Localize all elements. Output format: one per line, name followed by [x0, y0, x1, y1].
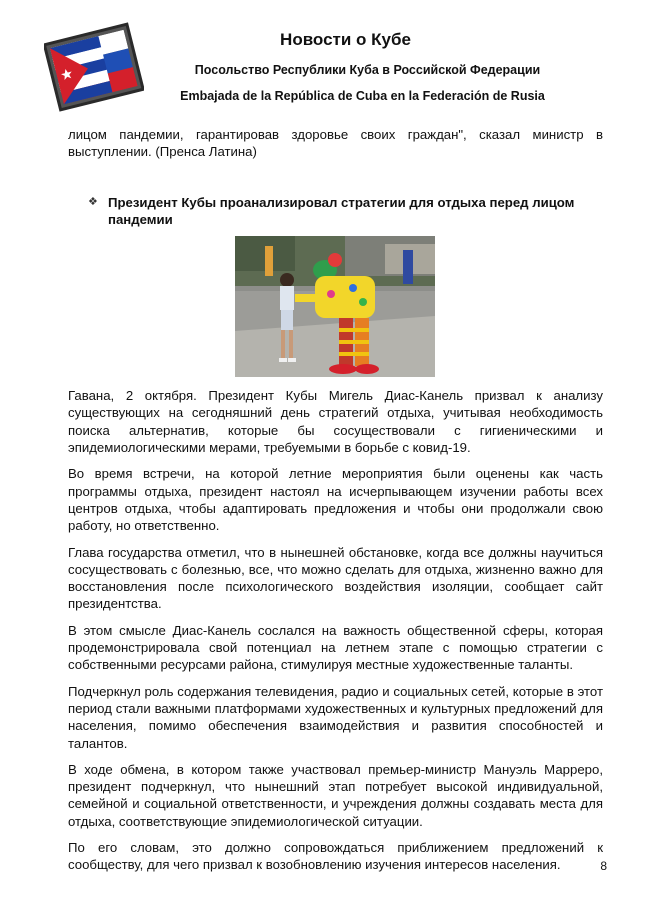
- article-paragraph: Глава государства отметил, что в нынешней обстановке, когда все должны научиться сосуществовать с болезнью, все, что можно сделать для отдыха, жизненно важно для восстановления после психологического воздействия изоляции, сообщает сайт президентства.: [68, 544, 603, 612]
- previous-article-continuation: лицом пандемии, гарантировав здоровье своих граждан", сказал министр в выступлении. (Пренса Латина): [68, 127, 603, 160]
- article-paragraph: Во время встречи, на которой летние мероприятия были оценены как часть программы отдыха, президент настоял на исчерпывающем изучении работы всех центров отдыха, чтобы адаптировать предложения и чтобы они продолжали свою работу, но ответственно.: [68, 466, 603, 534]
- article-paragraph: В этом смысле Диас-Канель сослался на важность общественной сферы, которая продемонстрировала свой потенциал на летнем этапе с помощью стратегии с собственными ресурсами района, стимулируя местные художественные таланты.: [68, 622, 603, 673]
- article-headline-row: [68, 194, 603, 229]
- article-paragraph: По его словам, это должно сопровождаться приближением предложений к сообществу, для чего призвал к возобновлению изучения интересов населения.: [68, 840, 603, 873]
- article-content: [68, 126, 603, 883]
- embassy-name-russian: Посольство Республики Куба в Российской Федерации: [194, 63, 541, 77]
- article-paragraph: Гавана, 2 октября. Президент Кубы Мигель Диас-Канель призвал к анализу существующих на сегодняшний день стратегий отдыха, учитывая необходимость поиска альтернатив, которые бы сосуществовали с гигиеническими и эпидемиологическими мерами, требуемыми в борьбе с ковид-19.: [68, 388, 603, 456]
- article-paragraph: В ходе обмена, в котором также участвовал премьер-министр Мануэль Марреро, президент подчеркнул, что нынешний этап потребует высокой индивидуальной, семейной и социальной ответственности, и учреждения должны создавать места для отдыха, соответствующие эпидемиологической ситуации.: [68, 761, 603, 829]
- embassy-name-spanish: Embajada de la República de Cuba en la Federación de Rusia: [180, 89, 545, 103]
- clown-with-child-photo: [235, 236, 435, 377]
- diamond-bullet-icon: ❖: [88, 195, 98, 208]
- newsletter-title: Новости о Кубе: [280, 30, 411, 49]
- page-number: 8: [600, 859, 607, 873]
- article-paragraph: Подчеркнул роль содержания телевидения, радио и социальных сетей, которые в этот период стали важными платформами художественных и культурных предложений для населения, помимо обеспечения взаимодействия и развития способностей и талантов.: [68, 683, 603, 751]
- article-headline: Президент Кубы проанализировал стратегии для отдыха перед лицом пандемии: [108, 194, 575, 227]
